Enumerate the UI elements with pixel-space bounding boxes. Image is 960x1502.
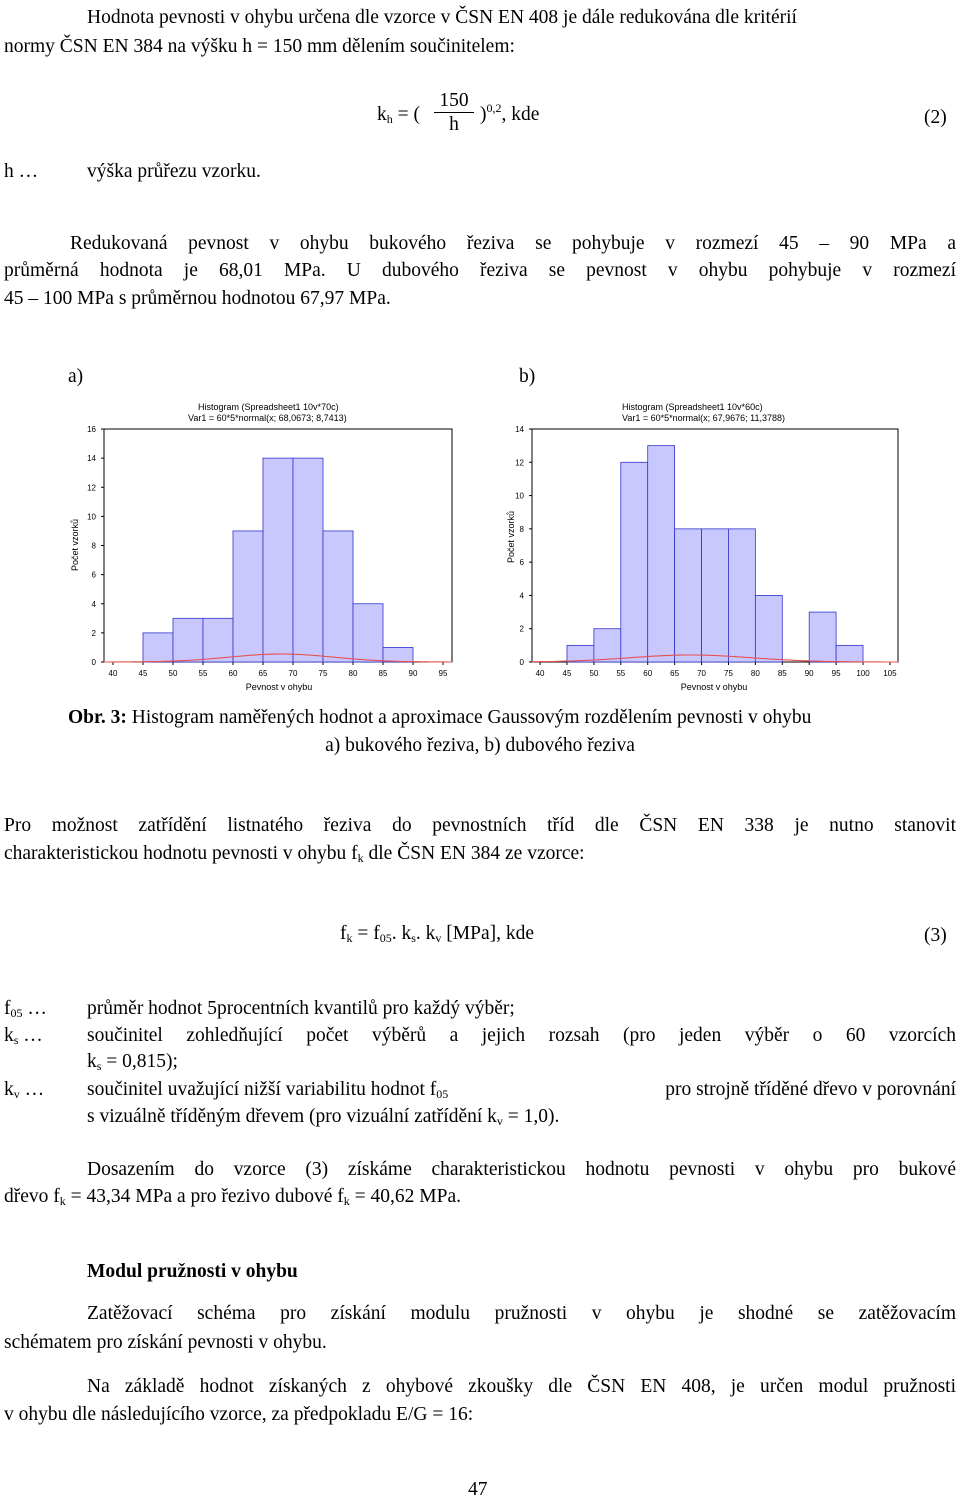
chart-b-y-tick-label: 0 (519, 658, 524, 667)
chart-a-ylabel: Počet vzorků (70, 518, 80, 572)
def-kv-text-1b: pro strojně tříděné dřevo v porovnání (665, 1079, 956, 1100)
def-f05-symbol: $f_{05}$ … (4, 998, 47, 1020)
chart-b-bar (702, 529, 729, 662)
chart-b-y-tick-label: 8 (519, 524, 524, 534)
chart-a-bar (233, 531, 263, 662)
chart-a-y-tick-label: 4 (91, 599, 96, 609)
equation-2 (377, 104, 420, 126)
para1-line-1: Redukovaná pevnost v ohybu bukového řeziva se pohybuje v rozmezí 45 – 90 MPa a (70, 233, 956, 254)
chart-a-y-tick-label: 14 (87, 454, 96, 464)
chart-a-x-tick-label: 60 (228, 669, 238, 678)
chart-a-subtitle: Var1 = 60*5*normal(x; 68,0673; 8,7413) (188, 413, 347, 423)
chart-a-y-tick-label: 8 (91, 541, 96, 551)
chart-b-x-tick-label: 70 (697, 669, 706, 678)
eq2-number: (2) (924, 107, 947, 128)
chart-a-bar (203, 618, 233, 662)
chart-a-y-tick-label: 12 (87, 483, 96, 493)
chart-b-bar (836, 645, 863, 662)
chart-a-x-tick-label: 75 (318, 669, 328, 678)
chart-b-bar (594, 629, 621, 662)
figure-caption-line-1 (68, 706, 811, 730)
chart-b-x-tick-label: 60 (643, 669, 653, 678)
section-p1-line-1: Zatěžovací schéma pro získání modulu pružnosti v ohybu je shodné se zatěžovacím (87, 1303, 956, 1324)
figure-caption-line-2: a) bukového řeziva, b) dubového řeziva (325, 735, 635, 756)
page-number: 47 (468, 1479, 488, 1500)
chart-b-bar (621, 462, 648, 662)
chart-b-x-tick-label: 50 (589, 669, 599, 678)
chart-b-y-tick-label: 4 (519, 591, 524, 601)
intro-line-2: normy ČSN EN 384 na výšku h = 150 mm dělením součinitelem: (4, 36, 515, 57)
section-p2-line-2: v ohybu dle následujícího vzorce, za předpokladu E/G = 16: (4, 1404, 474, 1425)
chart-b-bar (648, 446, 675, 662)
chart-b-bar (567, 645, 594, 662)
chart-a-title: Histogram (Spreadsheet1 10v*70c) (198, 402, 339, 412)
para1-line-3: 45 – 100 MPa s průměrnou hodnotou 67,97 MPa. (4, 288, 391, 309)
equation-3: $f_k = f_{05}$. $k_s$. $k_v$ [MPa], kde (340, 923, 535, 945)
histogram-chart-a (70, 392, 460, 698)
chart-a-bar (353, 604, 383, 662)
chart-a-bar (293, 458, 323, 662)
para2-line-2: charakteristickou hodnotu pevnosti v ohybu $f_k$ dle ČSN EN 384 ze vzorce: (4, 843, 585, 865)
chart-b-x-tick-label: 45 (562, 669, 572, 678)
def-ks-symbol: $k_s$ … (4, 1025, 43, 1047)
chart-b-y-tick-label: 14 (515, 425, 524, 434)
chart-b-bar (728, 529, 755, 662)
chart-b-y-tick-label: 6 (519, 558, 524, 568)
eq2-denominator: h (449, 114, 459, 135)
chart-b-y-tick-label: 10 (515, 491, 524, 501)
caption-text-1: Histogram naměřených hodnot a aproximace Gaussovým rozdělením pevnosti v ohybu (126, 707, 812, 728)
chart-a-x-tick-label: 70 (288, 669, 298, 678)
chart-a-x-tick-label: 50 (168, 669, 178, 678)
para1-line-2: průměrná hodnota je 68,01 MPa. U dubového řeziva se pevnost v ohybu pohybuje v rozmezí (4, 260, 956, 281)
section-p2-line-1: Na základě hodnot získaných z ohybové zkoušky dle ČSN EN 408, je určen modul pružnosti (87, 1376, 956, 1397)
def-f05-text: průměr hodnot 5procentních kvantilů pro každý výběr; (87, 998, 515, 1019)
chart-b-ylabel: Počet vzorků (506, 510, 516, 564)
chart-a-x-tick-label: 90 (408, 669, 418, 678)
eq2-numerator: 150 (434, 90, 474, 113)
chart-b-x-tick-label: 105 (883, 669, 897, 678)
chart-b-x-tick-label: 100 (856, 669, 870, 678)
chart-b-bar (755, 595, 782, 662)
histogram-chart-b (508, 392, 906, 698)
para2-line-1: Pro možnost zatřídění listnatého řeziva do pevnostních tříd dle ČSN EN 338 je nutno stanovit (4, 815, 956, 836)
chart-a-y-tick-label: 2 (91, 628, 96, 638)
chart-a-x-tick-label: 95 (438, 669, 448, 678)
chart-a-x-tick-label: 45 (138, 669, 148, 678)
chart-b-bar (809, 612, 836, 662)
chart-a-xlabel: Pevnost v ohybu (245, 682, 313, 692)
chart-a-y-tick-label: 6 (91, 570, 96, 580)
section-p1-line-2: schématem pro získání pevnosti v ohybu. (4, 1332, 327, 1353)
chart-b-bar (675, 529, 702, 662)
chart-a-bar (263, 458, 293, 662)
chart-a-bar (383, 647, 413, 662)
chart-b-x-tick-label: 95 (831, 669, 841, 678)
figure-label-a: a) (68, 366, 84, 387)
chart-b-xlabel: Pevnost v ohybu (680, 682, 748, 692)
chart-a-bar (323, 531, 353, 662)
intro-line-1: Hodnota pevnosti v ohybu určena dle vzorce v ČSN EN 408 je dále redukována dle kritérií (87, 7, 797, 28)
chart-a-x-tick-label: 80 (348, 669, 358, 678)
chart-b-title: Histogram (Spreadsheet1 10v*60c) (622, 402, 763, 412)
chart-b-x-tick-label: 75 (724, 669, 733, 678)
chart-b-x-tick-label: 40 (535, 669, 545, 678)
chart-a-x-tick-label: 65 (258, 669, 268, 678)
def-kv-text-2: s vizuálně tříděným dřevem (pro vizuální zatřídění $k_v = 1,0$). (87, 1106, 560, 1128)
def-kv-text-1 (87, 1078, 956, 1102)
def-ks-text-2: $k_s = 0,815$); (87, 1051, 178, 1073)
chart-a-y-tick-label: 16 (87, 425, 96, 434)
chart-a-bar (173, 618, 203, 662)
chart-b-x-tick-label: 55 (616, 669, 626, 678)
chart-b-x-tick-label: 65 (670, 669, 680, 678)
chart-b-y-tick-label: 12 (515, 458, 524, 468)
chart-a-bar (143, 633, 173, 662)
eq2-fraction (434, 90, 474, 137)
section-heading: Modul pružnosti v ohybu (87, 1261, 298, 1282)
chart-b-x-tick-label: 90 (804, 669, 814, 678)
chart-a-y-tick-label: 10 (87, 512, 96, 522)
eq3-number: (3) (924, 925, 947, 946)
chart-a-plot-area (87, 425, 452, 678)
chart-a-x-tick-label: 55 (198, 669, 208, 678)
eq2-rhs: )$^{0,2}$, kde (480, 101, 540, 125)
chart-b-y-tick-label: 2 (519, 624, 524, 634)
figure-label-b: b) (519, 366, 536, 387)
chart-b-x-tick-label: 80 (750, 669, 760, 678)
def-ks-text-1: součinitel zohledňující počet výběrů a jejich rozsah (pro jeden výběr o 60 vzorcích (87, 1025, 956, 1046)
chart-a-y-tick-label: 0 (91, 658, 96, 667)
chart-a-x-tick-label: 40 (108, 669, 118, 678)
chart-a-x-tick-label: 85 (378, 669, 388, 678)
eq2-lhs: $k_h$ = ( (377, 104, 420, 126)
chart-b-x-tick-label: 85 (777, 669, 787, 678)
def-kv-symbol: $k_v$ … (4, 1079, 45, 1101)
def-h-symbol: h … (4, 161, 39, 182)
chart-b-subtitle: Var1 = 60*5*normal(x; 67,9676; 11,3788) (622, 413, 786, 423)
caption-prefix: Obr. 3: (68, 707, 127, 728)
chart-b-plot-area (515, 425, 898, 678)
def-h-text: výška průřezu vzorku. (87, 161, 261, 182)
para3-line-2: dřevo $f_k = 43,34$ MPa a pro řezivo dubové $f_k = 40,62$ MPa. (4, 1186, 461, 1208)
para3-line-1: Dosazením do vzorce (3) získáme charakteristickou hodnotu pevnosti v ohybu pro bukové (87, 1159, 956, 1180)
def-kv-text-1a: součinitel uvažující nižší variabilitu hodnot $f_{05}$ (87, 1079, 449, 1101)
